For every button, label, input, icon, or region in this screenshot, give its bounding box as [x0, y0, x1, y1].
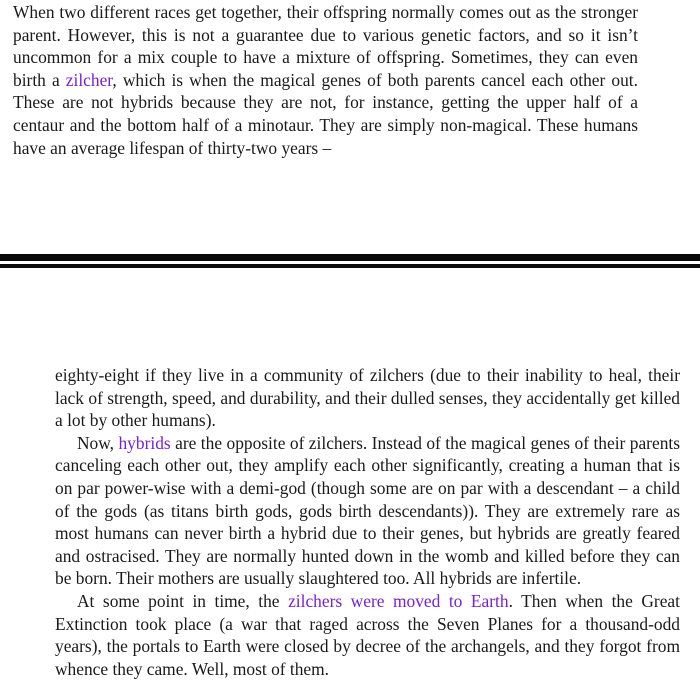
earth-paragraph	[55, 590, 680, 680]
paragraph-continuation: eighty-eight if they live in a community of zilchers (due to their inability to heal, their lack of strength, speed, and durability, and their dulled senses, they accidentally get killed a lot by other humans).	[55, 365, 680, 431]
hybrids-link[interactable]: hybrids	[118, 432, 171, 453]
top-page	[0, 0, 700, 252]
bottom-page	[0, 272, 700, 700]
text-span: . Then when the Great Extinction took place (a war that raged across the Seven Planes for a thousand-odd years), the portals to Earth were closed by decree of the archangels, and they forgot from whence they came. Well, most of them.	[55, 590, 680, 679]
text-span: , which is when the magical genes of both parents cancel each other out. These are not hybrids because they are not, for instance, getting the upper half of a centaur and the bottom half of a minotaur. They are simply non-magical. These humans have an average lifespan of thirty-two years –	[13, 69, 638, 158]
zilcher-link[interactable]: zilcher	[65, 69, 113, 90]
text-span: are the opposite of zilchers. Instead of the magical genes of their parents canceling each other out, they amplify each other significantly, creating a human that is on par power-wise with a demi-god (though some are on par with a descendant – a child of the gods (as titans birth gods, gods birth descendants)). They are extremely rare as most humans can never birth a hybrid due to their genes, but hybrids are greatly feared and ostracised. They are normally hunted down in the womb and killed before they can be born. Their mothers are usually slaughtered too. All hybrids are infertile.	[55, 432, 680, 589]
text-span: Now,	[77, 432, 119, 453]
top-paragraph	[13, 1, 638, 159]
text-span: When two different races get together, their offspring normally comes out as the stronger parent. However, this is not a guarantee due to various genetic factors, and so it isn’t uncommon for a mix couple to have a mixture of offspring. Sometimes, they can even birth a	[13, 2, 638, 90]
zilchers-moved-link[interactable]: zilchers were moved to Earth	[288, 590, 509, 611]
separator-thick-line	[0, 254, 700, 261]
separator-thin-line	[0, 264, 700, 268]
text-span: At some point in time, the	[77, 590, 289, 611]
page-separator	[0, 252, 700, 272]
bottom-text-block	[55, 364, 680, 680]
hybrids-paragraph	[55, 432, 680, 590]
top-text-block	[13, 1, 638, 159]
